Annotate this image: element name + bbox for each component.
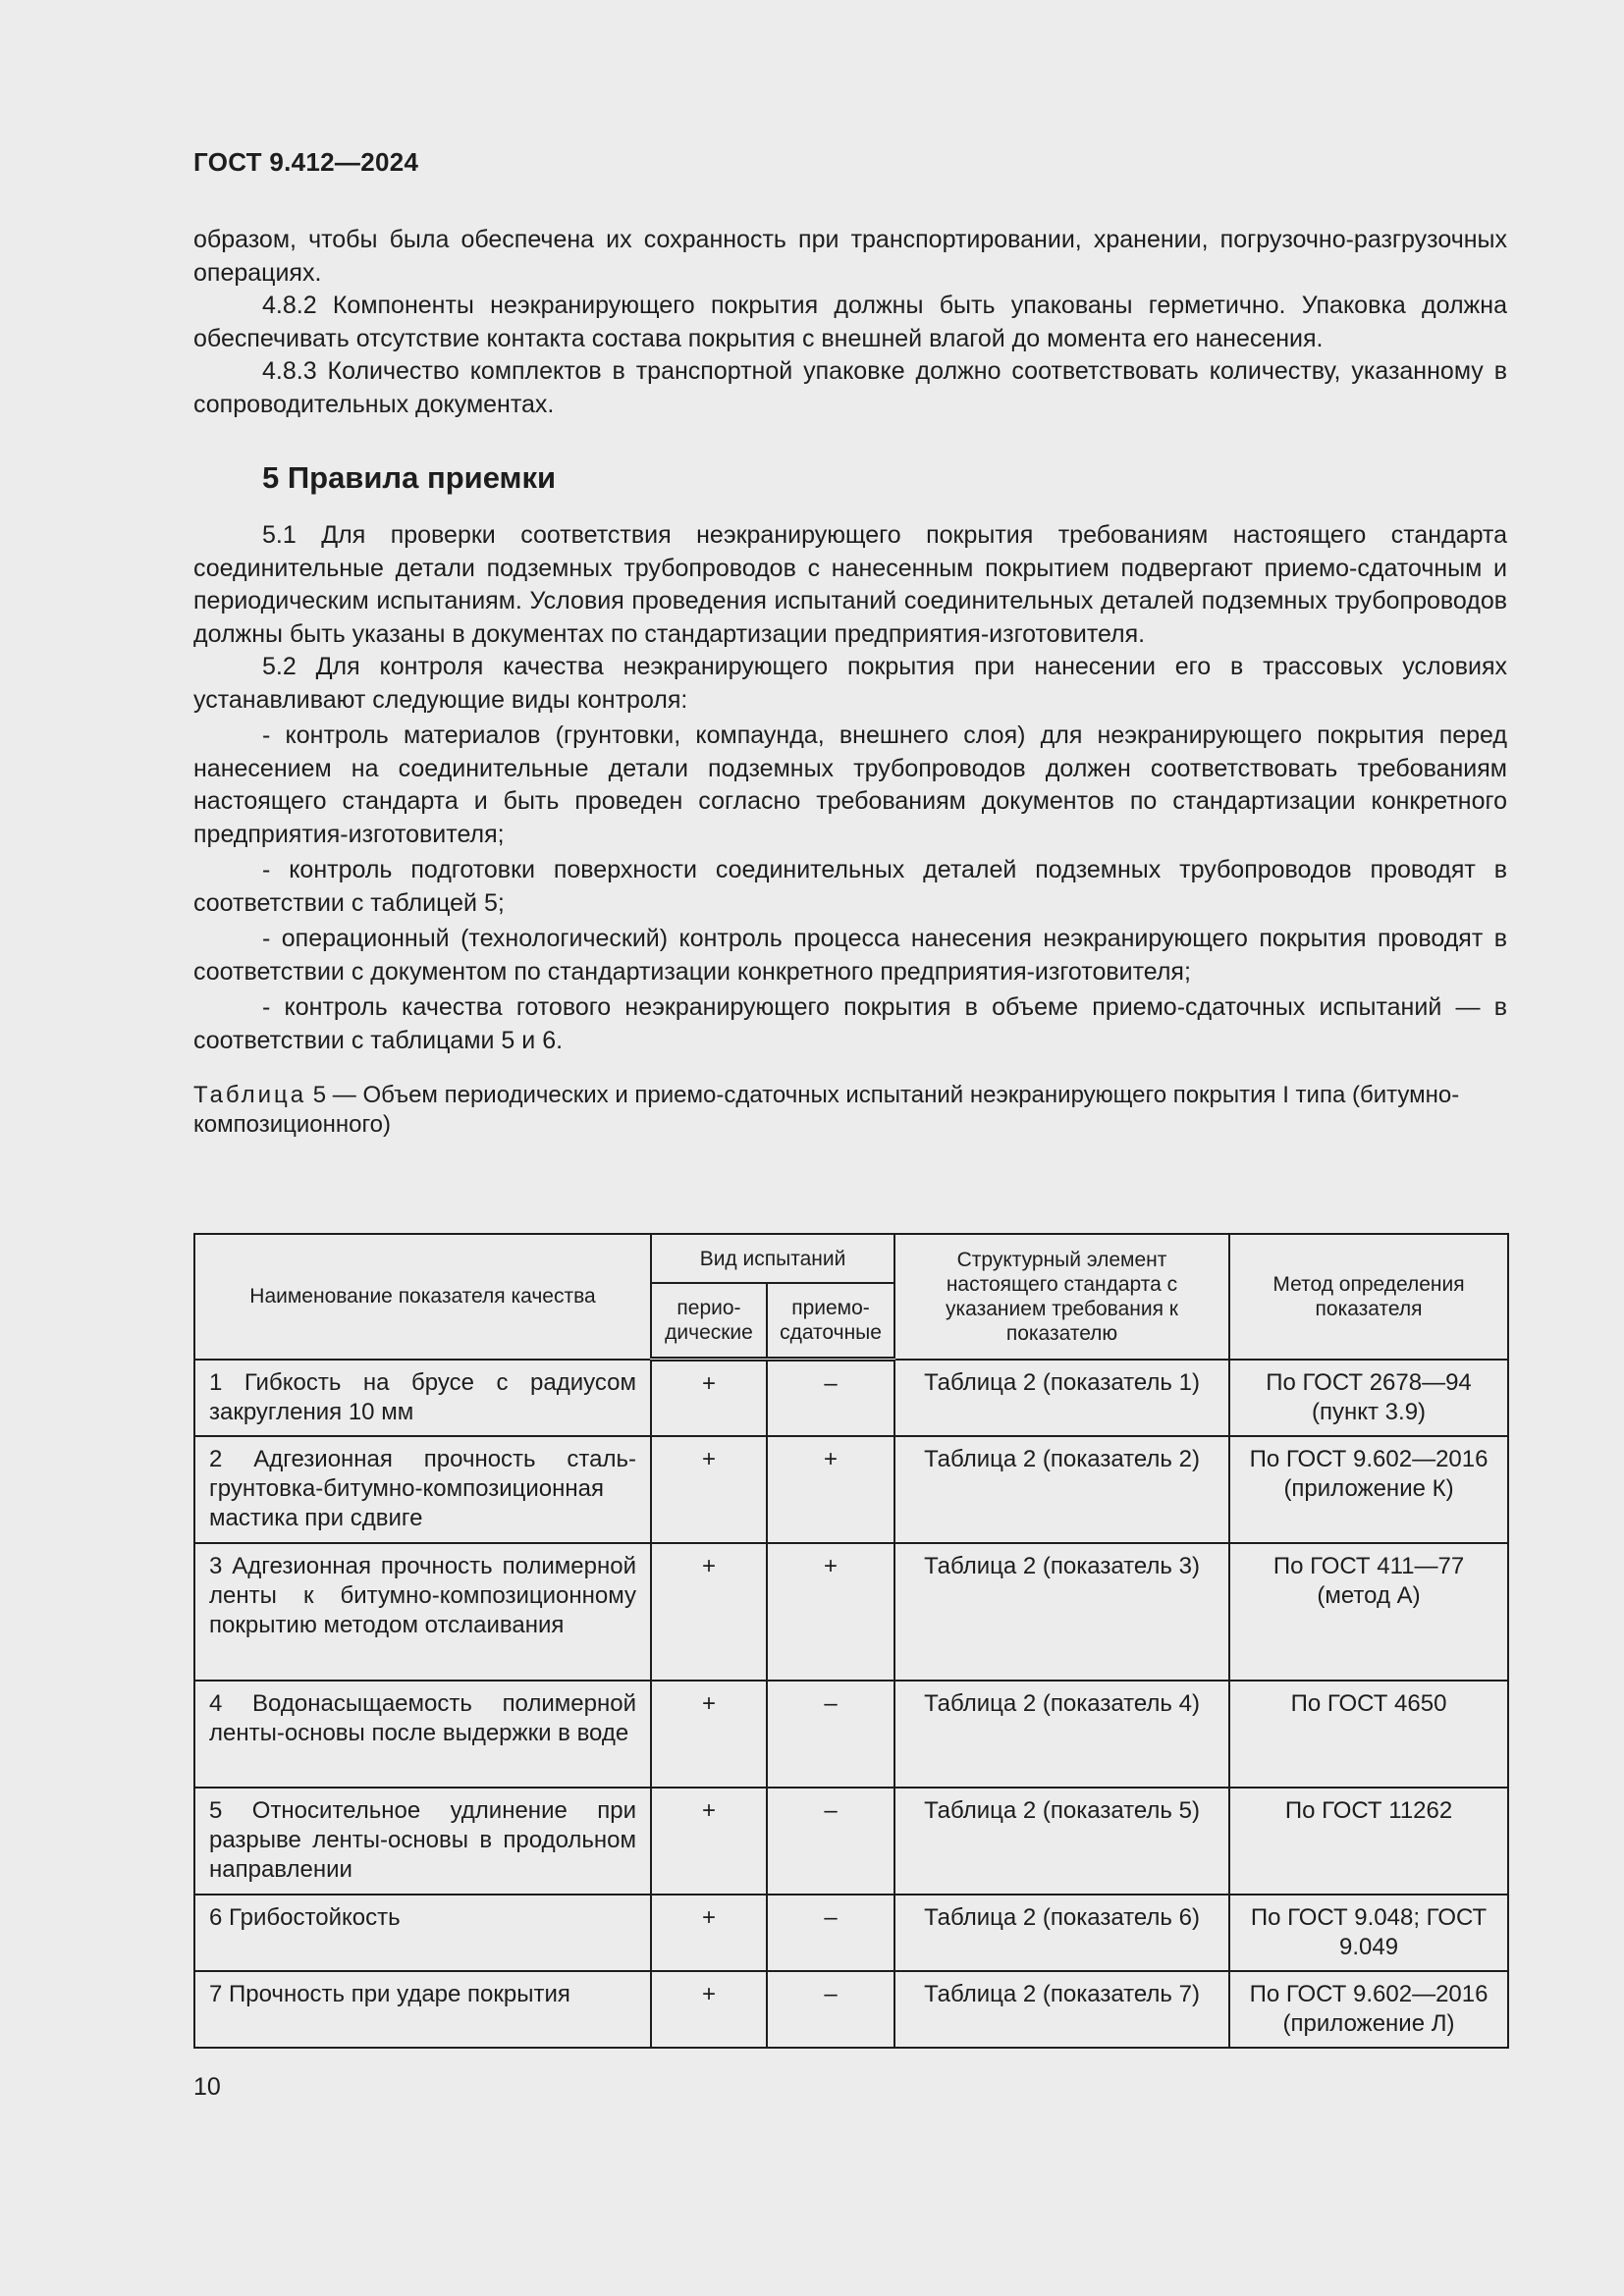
cell-method: По ГОСТ 2678—94 (пункт 3.9): [1229, 1360, 1508, 1436]
cell-method: По ГОСТ 411—77 (метод А): [1229, 1543, 1508, 1681]
cell-acceptance: –: [767, 1788, 894, 1895]
header-periodic: перио-дические: [651, 1283, 767, 1360]
cell-quality-indicator: 1 Гибкость на брусе с радиусом закругления 10 мм: [194, 1360, 651, 1436]
cell-method: По ГОСТ 9.048; ГОСТ 9.049: [1229, 1895, 1508, 1971]
cell-periodic: +: [651, 1895, 767, 1971]
cell-quality-indicator: 7 Прочность при ударе покрытия: [194, 1971, 651, 2048]
cell-acceptance: –: [767, 1360, 894, 1436]
header-acceptance: приемо-сдаточные: [767, 1283, 894, 1360]
header-method: Метод определения показателя: [1229, 1234, 1508, 1360]
cell-quality-indicator: 2 Адгезионная прочность сталь-грунтовка-битумно-композиционная мастика при сдвиге: [194, 1436, 651, 1543]
header-name: Наименование показателя качества: [194, 1234, 651, 1360]
paragraph-5-2: 5.2 Для контроля качества неэкранирующего покрытия при нанесении его в трассовых условиях устанавливают следующие виды контроля:: [193, 653, 1507, 714]
cell-acceptance: –: [767, 1971, 894, 2048]
cell-periodic: +: [651, 1788, 767, 1895]
cell-quality-indicator: 3 Адгезионная прочность полимерной ленты к битумно-композиционному покрытию методом отслаивания: [194, 1543, 651, 1681]
cell-method: По ГОСТ 9.602—2016 (приложение К): [1229, 1436, 1508, 1543]
cell-quality-indicator: 4 Водонасыщаемость полимерной ленты-основы после выдержки в воде: [194, 1681, 651, 1788]
table-caption: [193, 1081, 1507, 1140]
cell-periodic: +: [651, 1971, 767, 2048]
cell-structural-element: Таблица 2 (показатель 7): [894, 1971, 1229, 2048]
table-caption-lead: Таблица: [193, 1082, 307, 1108]
cell-method: По ГОСТ 9.602—2016 (приложение Л): [1229, 1971, 1508, 2048]
paragraph-continuation: образом, чтобы была обеспечена их сохранность при транспортировании, хранении, погрузочно-разгрузочных операциях.: [193, 226, 1507, 287]
body-text: [193, 224, 1507, 1140]
header-test-type: Вид испытаний: [651, 1234, 894, 1283]
cell-structural-element: Таблица 2 (показатель 5): [894, 1788, 1229, 1895]
quality-tests-table: [193, 1233, 1509, 2049]
table-caption-text: 5 — Объем периодических и приемо-сдаточных испытаний неэкранирующего покрытия I типа (битумно-композиционного): [193, 1082, 1460, 1138]
paragraph-4-8-3: 4.8.3 Количество комплектов в транспортной упаковке должно соответствовать количеству, указанному в сопроводительных документах.: [193, 357, 1507, 418]
list-item-materials-control: - контроль материалов (грунтовки, компаунда, внешнего слоя) для неэкранирующего покрытия перед нанесением на соединительные детали подземных трубопроводов должен соответствовать требованиям настоящего стандарта и быть проведен согласно требованиям документов по стандартизации конкретного предприятия-изготовителя;: [193, 721, 1507, 848]
cell-periodic: +: [651, 1681, 767, 1788]
list-item-surface-control: - контроль подготовки поверхности соединительных деталей подземных трубопроводов проводят в соответствии с таблицей 5;: [193, 856, 1507, 917]
cell-method: По ГОСТ 4650: [1229, 1681, 1508, 1788]
paragraph-4-8-2: 4.8.2 Компоненты неэкранирующего покрытия должны быть упакованы герметично. Упаковка должна обеспечивать отсутствие контакта состава покрытия с внешней влагой до момента его нанесения.: [193, 292, 1507, 352]
cell-periodic: +: [651, 1360, 767, 1436]
cell-structural-element: Таблица 2 (показатель 2): [894, 1436, 1229, 1543]
header-structural-element: Структурный элемент настоящего стандарта с указанием требования к показателю: [894, 1234, 1229, 1360]
paragraph-5-1: 5.1 Для проверки соответствия неэкранирующего покрытия требованиям настоящего стандарта соединительные детали подземных трубопроводов с нанесенным покрытием подвергают приемо-сдаточным и периодическим испытаниям. Условия проведения испытаний соединительных деталей подземных трубопроводов должны быть указаны в документах по стандартизации предприятия-изготовителя.: [193, 521, 1507, 648]
table-row: [194, 1971, 1508, 2048]
cell-acceptance: –: [767, 1681, 894, 1788]
cell-structural-element: Таблица 2 (показатель 4): [894, 1681, 1229, 1788]
document-header-code: ГОСТ 9.412—2024: [193, 147, 419, 177]
list-item-quality-control: - контроль качества готового неэкранирующего покрытия в объеме приемо-сдаточных испытаний — в соответствии с таблицами 5 и 6.: [193, 993, 1507, 1054]
cell-structural-element: Таблица 2 (показатель 1): [894, 1360, 1229, 1436]
list-item-operational-control: - операционный (технологический) контроль процесса нанесения неэкранирующего покрытия проводят в соответствии с документом по стандартизации конкретного предприятия-изготовителя;: [193, 925, 1507, 986]
table-row: [194, 1681, 1508, 1788]
cell-acceptance: –: [767, 1895, 894, 1971]
cell-method: По ГОСТ 11262: [1229, 1788, 1508, 1895]
table-row: [194, 1360, 1508, 1436]
section-title: 5 Правила приемки: [262, 460, 557, 495]
table-row: [194, 1788, 1508, 1895]
cell-quality-indicator: 6 Грибостойкость: [194, 1895, 651, 1971]
cell-acceptance: +: [767, 1436, 894, 1543]
cell-periodic: +: [651, 1543, 767, 1681]
cell-structural-element: Таблица 2 (показатель 6): [894, 1895, 1229, 1971]
page-number: 10: [193, 2073, 221, 2101]
table-row: [194, 1436, 1508, 1543]
cell-acceptance: +: [767, 1543, 894, 1681]
table-row: [194, 1895, 1508, 1971]
cell-quality-indicator: 5 Относительное удлинение при разрыве ленты-основы в продольном направлении: [194, 1788, 651, 1895]
cell-structural-element: Таблица 2 (показатель 3): [894, 1543, 1229, 1681]
cell-periodic: +: [651, 1436, 767, 1543]
table-row: [194, 1543, 1508, 1681]
